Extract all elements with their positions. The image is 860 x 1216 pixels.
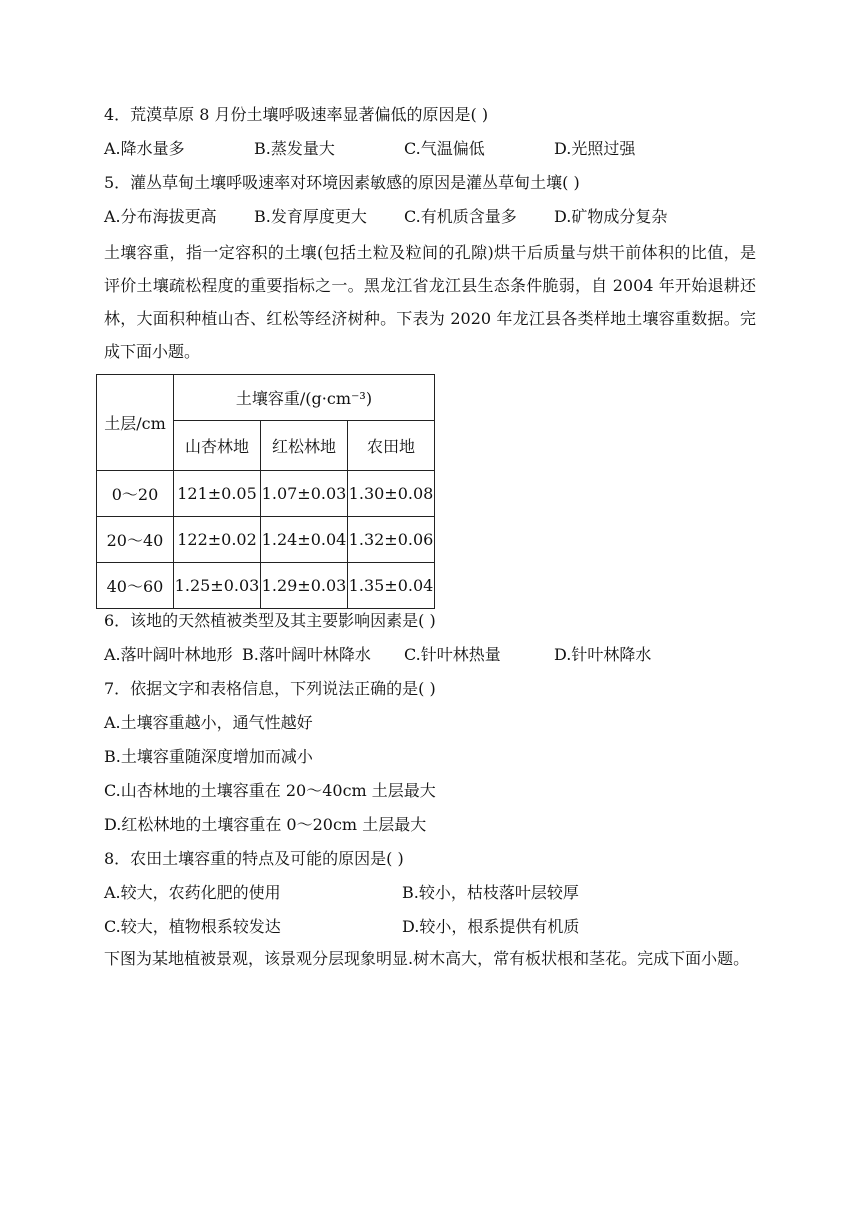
q5-stem: 5．灌丛草甸土壤呼吸速率对环境因素敏感的原因是灌丛草甸土壤( ) — [104, 173, 580, 192]
q4-option-b: B.蒸发量大 — [254, 139, 335, 158]
q5-option-c: C.有机质含量多 — [404, 207, 517, 226]
q8-options-row2 — [104, 916, 764, 938]
q6-option-a: A.落叶阔叶林地形 — [104, 645, 233, 664]
q4-option-c: C.气温偏低 — [404, 139, 485, 158]
q6-option-b: B.落叶阔叶林降水 — [242, 645, 371, 664]
q8-option-a: A.较大，农药化肥的使用 — [104, 883, 281, 902]
table-cell: 1.29±0.03 — [261, 563, 348, 609]
q4-options — [104, 138, 764, 160]
q5-options — [104, 206, 764, 228]
q8-option-c: C.较大，植物根系较发达 — [104, 917, 281, 936]
table-cell: 1.30±0.08 — [348, 471, 435, 517]
table-cell-layer: 20～40 — [97, 517, 174, 563]
table-cell-layer: 0～20 — [97, 471, 174, 517]
passage-vegetation: 下图为某地植被景观，该景观分层现象明显.树木高大，常有板状根和茎花。完成下面小题。 — [104, 949, 750, 968]
q7-stem: 7．依据文字和表格信息，下列说法正确的是( ) — [104, 679, 436, 698]
q8-stem: 8．农田土壤容重的特点及可能的原因是( ) — [104, 849, 404, 868]
table-row — [97, 517, 435, 563]
table-cell: 1.24±0.04 — [261, 517, 348, 563]
table-col-header: 红松林地 — [261, 421, 348, 471]
table-col-header: 农田地 — [348, 421, 435, 471]
q4-option-a: A.降水量多 — [104, 139, 185, 158]
q5-option-a: A.分布海拔更高 — [104, 207, 217, 226]
table-row — [97, 563, 435, 609]
table-cell: 1.07±0.03 — [261, 471, 348, 517]
table-cell: 1.25±0.03 — [174, 563, 261, 609]
q8-option-b: B.较小，枯枝落叶层较厚 — [402, 883, 579, 902]
table-cell: 121±0.05 — [174, 471, 261, 517]
passage-soil-bulk-density: 土壤容重，指一定容积的土壤(包括土粒及粒间的孔隙)烘干后质量与烘干前体积的比值，是评价土壤疏松程度的重要指标之一。黑龙江省龙江县生态条件脆弱，自 2004 年开始退耕还林，大面积种植山杏、红松等经济树种。下表为 2020 年龙江县各类样地土壤容重数据。完成下面小题。 — [104, 243, 756, 361]
table-group-header: 土壤容重/(g·cm⁻³) — [174, 375, 435, 421]
q7-option-b: B.土壤容重随深度增加而减小 — [104, 747, 313, 766]
q8-options-row1 — [104, 882, 764, 904]
q5-option-b: B.发育厚度更大 — [254, 207, 367, 226]
q4-option-d: D.光照过强 — [554, 139, 636, 158]
q6-option-c: C.针叶林热量 — [404, 645, 501, 664]
table-cell-layer: 40～60 — [97, 563, 174, 609]
q7-option-d: D.红松林地的土壤容重在 0～20cm 土层最大 — [104, 815, 427, 834]
table-cell: 1.35±0.04 — [348, 563, 435, 609]
table-row — [97, 471, 435, 517]
table-row-header: 土层/cm — [97, 375, 174, 471]
soil-density-table — [96, 374, 435, 609]
table-col-header: 山杏林地 — [174, 421, 261, 471]
q6-option-d: D.针叶林降水 — [554, 645, 652, 664]
q6-stem: 6．该地的天然植被类型及其主要影响因素是( ) — [104, 611, 436, 630]
q7-option-c: C.山杏林地的土壤容重在 20～40cm 土层最大 — [104, 781, 436, 800]
table-cell: 122±0.02 — [174, 517, 261, 563]
q6-options — [104, 644, 764, 666]
q8-option-d: D.较小，根系提供有机质 — [402, 917, 580, 936]
table-cell: 1.32±0.06 — [348, 517, 435, 563]
q5-option-d: D.矿物成分复杂 — [554, 207, 668, 226]
q4-stem: 4．荒漠草原 8 月份土壤呼吸速率显著偏低的原因是( ) — [104, 105, 489, 124]
q7-option-a: A.土壤容重越小，通气性越好 — [104, 713, 313, 732]
